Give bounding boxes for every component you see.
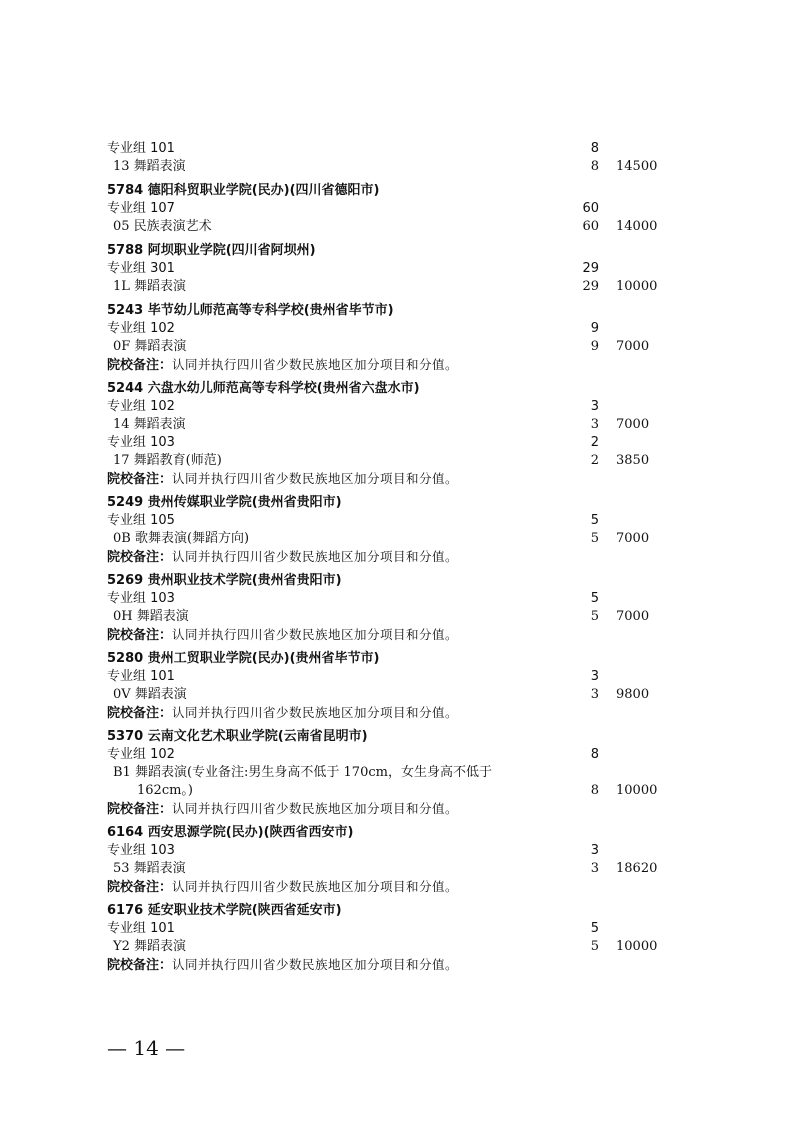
school-header xyxy=(107,242,727,260)
note-text: 认同并执行四川省少数民族地区加分项目和分值。 xyxy=(172,357,459,372)
line-text: 14 舞蹈表演 xyxy=(113,417,186,432)
enrollment-count: 3 xyxy=(590,669,599,684)
tuition-fee: 7000 xyxy=(616,417,650,432)
line-text: 专业组 103 xyxy=(107,843,175,858)
major-group-row xyxy=(107,434,727,452)
line-text: 5249 贵州传媒职业学院(贵州省贵阳市) xyxy=(107,495,342,510)
tuition-fee: 10000 xyxy=(616,939,658,954)
major-row xyxy=(107,608,727,626)
note-text: 认同并执行四川省少数民族地区加分项目和分值。 xyxy=(172,549,459,564)
major-group-row xyxy=(107,920,727,938)
tuition-fee: 18620 xyxy=(616,861,658,876)
line-text: 专业组 301 xyxy=(107,261,175,276)
line-text: 专业组 103 xyxy=(107,435,175,450)
school-header xyxy=(107,902,727,920)
line-text: 1L 舞蹈表演 xyxy=(113,279,187,294)
line-text: 专业组 101 xyxy=(107,921,175,936)
tuition-fee: 7000 xyxy=(616,339,650,354)
note-text: 认同并执行四川省少数民族地区加分项目和分值。 xyxy=(172,879,459,894)
major-group-row xyxy=(107,398,727,416)
line-text: Y2 舞蹈表演 xyxy=(113,939,186,954)
note-text: 认同并执行四川省少数民族地区加分项目和分值。 xyxy=(172,705,459,720)
school-note xyxy=(107,956,727,974)
school-header xyxy=(107,182,727,200)
line-text: 5788 阿坝职业学院(四川省阿坝州) xyxy=(107,243,316,258)
line-text: 5243 毕节幼儿师范高等专科学校(贵州省毕节市) xyxy=(107,303,394,318)
note-label: 院校备注： xyxy=(107,628,173,643)
enrollment-count: 29 xyxy=(582,261,599,276)
major-group-row xyxy=(107,590,727,608)
enrollment-count: 3 xyxy=(590,843,599,858)
document-body xyxy=(107,140,727,974)
enrollment-count: 29 xyxy=(582,279,599,294)
line-text: 0B 歌舞表演(舞蹈方向) xyxy=(113,531,250,546)
enrollment-count: 9 xyxy=(590,321,599,336)
tuition-fee: 7000 xyxy=(616,609,650,624)
school-header xyxy=(107,728,727,746)
tuition-fee: 14000 xyxy=(616,219,658,234)
line-text: 专业组 102 xyxy=(107,399,175,414)
enrollment-count: 3 xyxy=(590,861,599,876)
enrollment-count: 5 xyxy=(590,513,599,528)
line-text: 53 舞蹈表演 xyxy=(113,861,186,876)
line-text: 专业组 101 xyxy=(107,141,175,156)
major-group-row xyxy=(107,320,727,338)
line-text: 0V 舞蹈表演 xyxy=(113,687,187,702)
line-text: 0F 舞蹈表演 xyxy=(113,339,187,354)
tuition-fee: 10000 xyxy=(616,279,658,294)
tuition-fee: 9800 xyxy=(616,687,650,702)
enrollment-count: 3 xyxy=(590,687,599,702)
note-text: 认同并执行四川省少数民族地区加分项目和分值。 xyxy=(172,957,459,972)
school-header xyxy=(107,824,727,842)
major-row xyxy=(107,452,727,470)
major-group-row xyxy=(107,140,727,158)
major-group-row xyxy=(107,512,727,530)
line-text: 专业组 102 xyxy=(107,747,175,762)
major-row xyxy=(107,938,727,956)
school-header xyxy=(107,494,727,512)
note-label: 院校备注： xyxy=(107,802,173,817)
enrollment-count: 60 xyxy=(582,219,599,234)
line-text: 17 舞蹈教育(师范) xyxy=(113,453,222,468)
school-header xyxy=(107,302,727,320)
major-group-row xyxy=(107,668,727,686)
major-group-row xyxy=(107,260,727,278)
note-label: 院校备注： xyxy=(107,550,173,565)
major-row xyxy=(107,218,727,236)
tuition-fee: 3850 xyxy=(616,453,650,468)
line-text: 13 舞蹈表演 xyxy=(113,159,186,174)
major-group-row xyxy=(107,842,727,860)
line-text: 6164 西安思源学院(民办)(陕西省西安市) xyxy=(107,825,354,840)
major-row xyxy=(107,158,727,176)
line-text: 5370 云南文化艺术职业学院(云南省昆明市) xyxy=(107,729,368,744)
note-text: 认同并执行四川省少数民族地区加分项目和分值。 xyxy=(172,627,459,642)
enrollment-count: 5 xyxy=(590,921,599,936)
major-group-row xyxy=(107,746,727,764)
note-label: 院校备注： xyxy=(107,958,173,973)
major-row xyxy=(107,764,727,782)
major-row-continuation xyxy=(107,782,727,800)
line-text: 0H 舞蹈表演 xyxy=(113,609,189,624)
school-note xyxy=(107,470,727,488)
school-note xyxy=(107,356,727,374)
tuition-fee: 14500 xyxy=(616,159,658,174)
major-row xyxy=(107,860,727,878)
school-header xyxy=(107,572,727,590)
line-text: 专业组 105 xyxy=(107,513,175,528)
major-group-row xyxy=(107,200,727,218)
line-text: 5280 贵州工贸职业学院(民办)(贵州省毕节市) xyxy=(107,651,380,666)
enrollment-count: 5 xyxy=(590,531,599,546)
line-text: B1 舞蹈表演(专业备注:男生身高不低于 170cm，女生身高不低于 xyxy=(113,765,492,780)
note-label: 院校备注： xyxy=(107,472,173,487)
line-text: 5269 贵州职业技术学院(贵州省贵阳市) xyxy=(107,573,342,588)
tuition-fee: 10000 xyxy=(616,783,658,798)
enrollment-count: 3 xyxy=(590,399,599,414)
enrollment-count: 2 xyxy=(590,435,599,450)
major-row xyxy=(107,278,727,296)
line-text: 5244 六盘水幼儿师范高等专科学校(贵州省六盘水市) xyxy=(107,381,420,396)
enrollment-count: 8 xyxy=(590,159,599,174)
school-note xyxy=(107,800,727,818)
enrollment-count: 5 xyxy=(590,591,599,606)
major-row xyxy=(107,686,727,704)
school-note xyxy=(107,878,727,896)
major-row xyxy=(107,530,727,548)
note-label: 院校备注： xyxy=(107,706,173,721)
line-text: 专业组 107 xyxy=(107,201,175,216)
line-text: 05 民族表演艺术 xyxy=(113,219,212,234)
school-header xyxy=(107,380,727,398)
enrollment-count: 8 xyxy=(590,141,599,156)
page-number: — 14 — xyxy=(107,1036,186,1060)
school-note xyxy=(107,548,727,566)
school-header xyxy=(107,650,727,668)
major-row xyxy=(107,416,727,434)
enrollment-count: 8 xyxy=(590,747,599,762)
enrollment-count: 8 xyxy=(590,783,599,798)
enrollment-count: 5 xyxy=(590,939,599,954)
line-text: 162cm。) xyxy=(137,783,193,798)
enrollment-count: 5 xyxy=(590,609,599,624)
note-text: 认同并执行四川省少数民族地区加分项目和分值。 xyxy=(172,471,459,486)
enrollment-count: 3 xyxy=(590,417,599,432)
note-label: 院校备注： xyxy=(107,880,173,895)
line-text: 5784 德阳科贸职业学院(民办)(四川省德阳市) xyxy=(107,183,380,198)
enrollment-count: 2 xyxy=(590,453,599,468)
school-note xyxy=(107,704,727,722)
enrollment-count: 9 xyxy=(590,339,599,354)
note-text: 认同并执行四川省少数民族地区加分项目和分值。 xyxy=(172,801,459,816)
school-note xyxy=(107,626,727,644)
line-text: 专业组 101 xyxy=(107,669,175,684)
line-text: 6176 延安职业技术学院(陕西省延安市) xyxy=(107,903,342,918)
enrollment-count: 60 xyxy=(582,201,599,216)
tuition-fee: 7000 xyxy=(616,531,650,546)
major-row xyxy=(107,338,727,356)
note-label: 院校备注： xyxy=(107,358,173,373)
line-text: 专业组 102 xyxy=(107,321,175,336)
line-text: 专业组 103 xyxy=(107,591,175,606)
